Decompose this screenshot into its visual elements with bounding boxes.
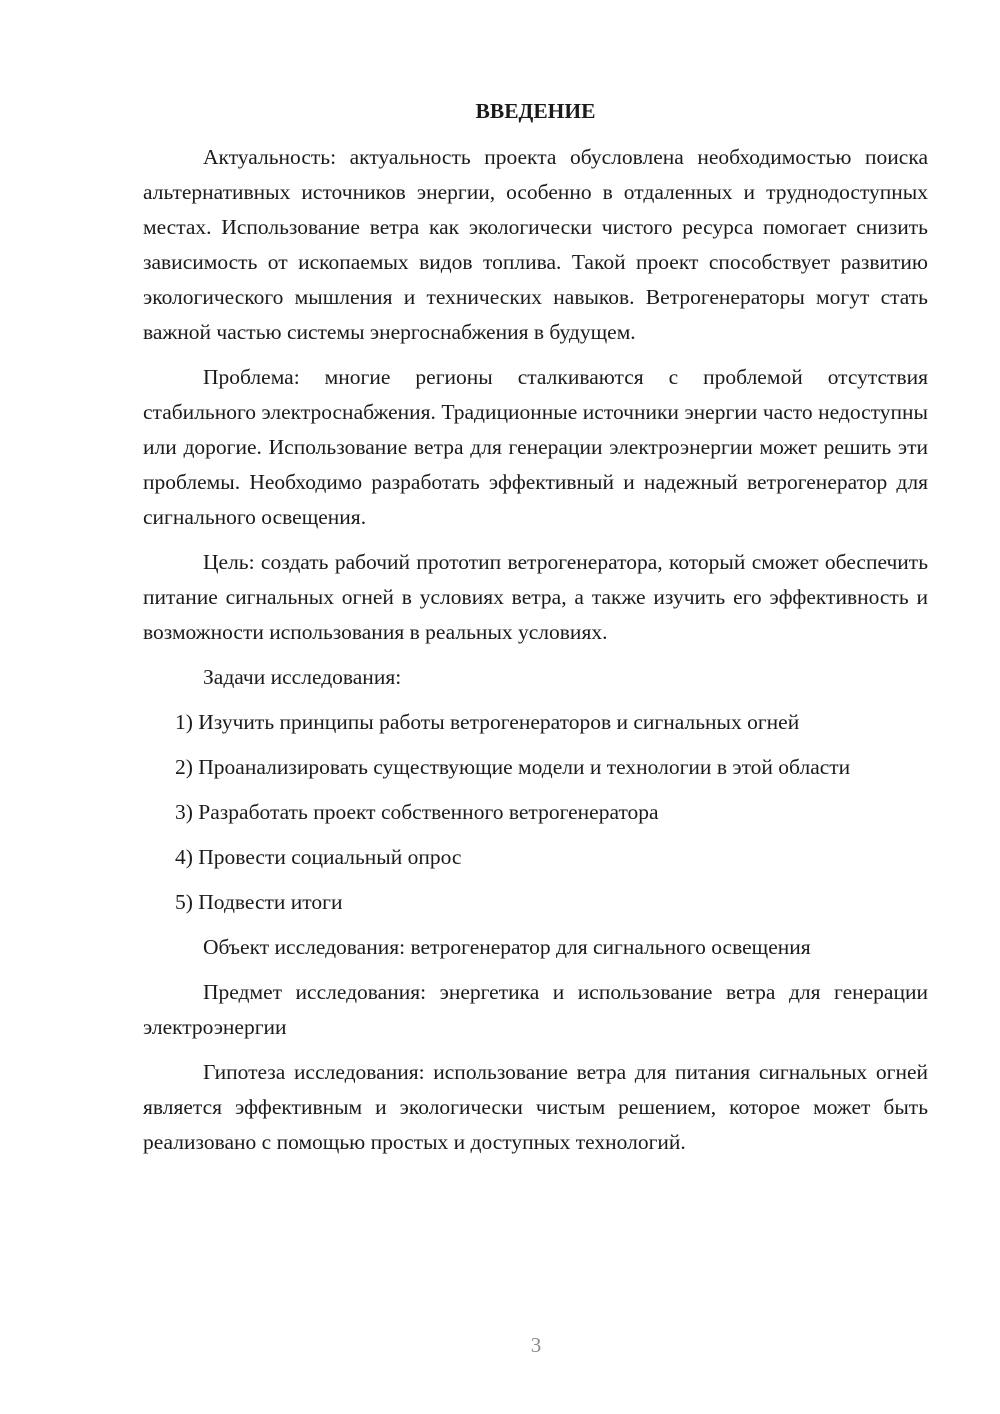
- page-title: ВВЕДЕНИЕ: [475, 99, 596, 123]
- task-item-4: 4) Провести социальный опрос: [175, 845, 462, 869]
- paragraph-problem: Проблема: многие регионы сталкиваются с проблемой отсутствия стабильного электроснабжения. Традиционные источники энергии часто недоступны или дорогие. Использование ветра для генерации электроэнергии может решить эти проблемы. Необходимо разработать эффективный и надежный ветрогенератор для сигнального освещения.: [143, 365, 928, 529]
- paragraph-hypothesis: Гипотеза исследования: использование ветра для питания сигнальных огней является эффективным и экологически чистым решением, которое может быть реализовано с помощью простых и доступных технологий.: [143, 1060, 928, 1154]
- paragraph-object: Объект исследования: ветрогенератор для сигнального освещения: [203, 935, 811, 959]
- page-number: 3: [530, 1333, 542, 1357]
- document-body: [143, 96, 928, 1170]
- task-item-2: 2) Проанализировать существующие модели и технологии в этой области: [175, 755, 851, 779]
- paragraph-subject: Предмет исследования: энергетика и использование ветра для генерации электроэнергии: [143, 980, 928, 1039]
- tasks-heading: Задачи исследования:: [203, 665, 402, 689]
- paragraph-relevance: Актуальность: актуальность проекта обусловлена необходимостью поиска альтернативных источников энергии, особенно в отдаленных и труднодоступных местах. Использование ветра как экологически чистого ресурса помогает снизить зависимость от ископаемых видов топлива. Такой проект способствует развитию экологического мышления и технических навыков. Ветрогенераторы могут стать важной частью системы энергоснабжения в будущем.: [143, 145, 928, 344]
- paragraph-goal: Цель: создать рабочий прототип ветрогенератора, который сможет обеспечить питание сигнальных огней в условиях ветра, а также изучить его эффективность и возможности использования в реальных условиях.: [143, 550, 928, 644]
- task-item-3: 3) Разработать проект собственного ветрогенератора: [175, 800, 659, 824]
- task-item-1: 1) Изучить принципы работы ветрогенераторов и сигнальных огней: [175, 710, 800, 734]
- task-item-5: 5) Подвести итоги: [175, 890, 343, 914]
